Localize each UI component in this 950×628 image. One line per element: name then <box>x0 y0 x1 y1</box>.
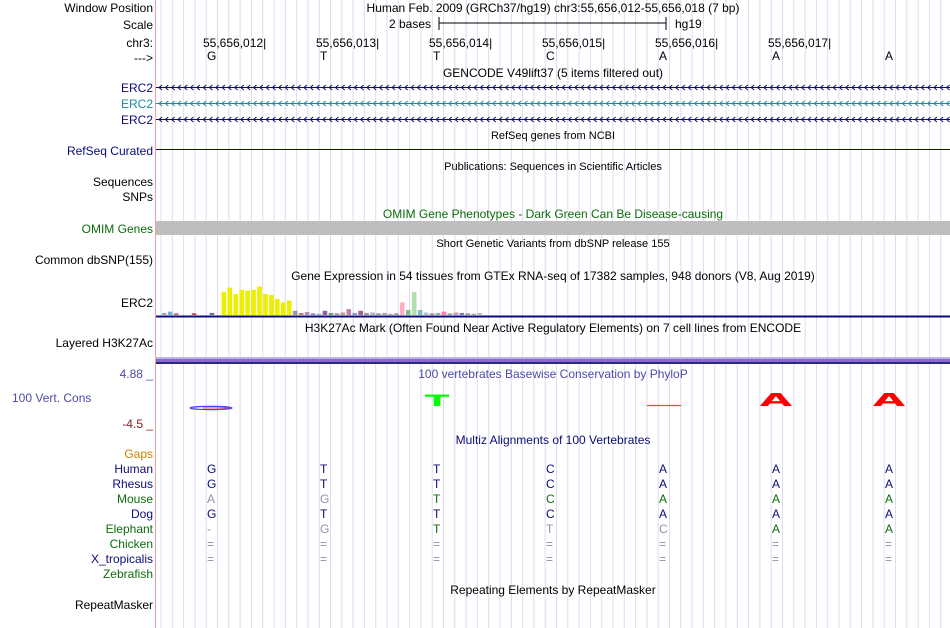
h3k27ac-layer-light <box>156 357 950 359</box>
common-dbsnp-label[interactable]: Common dbSNP(155) <box>34 253 153 267</box>
alignment-base: T <box>433 462 441 476</box>
chrom-position-text: 55,656,016 <box>655 36 716 50</box>
species-label-x-tropicalis[interactable]: X_tropicalis <box>90 552 153 566</box>
alignment-base: = <box>546 552 554 566</box>
gtex-tissue-bar <box>251 290 256 315</box>
gtex-tissue-bar <box>400 302 405 315</box>
chrom-label: chr3: <box>126 36 153 50</box>
phylop-min-label: -4.5 _ <box>122 417 153 431</box>
reference-base: G <box>207 49 217 63</box>
gtex-tissue-bar <box>424 312 429 315</box>
gtex-tissue-bar <box>275 299 280 315</box>
scale-label: Scale <box>122 18 153 32</box>
omim-phenotype-bar <box>156 221 950 235</box>
alignment-base: = <box>320 537 328 551</box>
alignment-base: A <box>885 462 894 476</box>
alignment-base: G <box>207 462 217 476</box>
gtex-tissue-bar <box>406 310 411 315</box>
species-label-human[interactable]: Human <box>114 462 153 476</box>
alignment-base: A <box>772 477 781 491</box>
alignment-base: A <box>659 462 668 476</box>
gtex-tissue-bar <box>471 314 476 315</box>
species-label-chicken[interactable]: Chicken <box>109 537 153 551</box>
chrom-position-text: 55,656,014 <box>429 36 490 50</box>
scale-bar-text: 2 bases <box>389 17 432 31</box>
gtex-tissue-bar <box>227 288 232 315</box>
species-label-dog[interactable]: Dog <box>130 507 153 521</box>
dbsnp-track-title[interactable]: Short Genetic Variants from dbSNP release 155 <box>436 238 670 250</box>
alignment-base: A <box>659 507 668 521</box>
phylop-max-label: 4.88 _ <box>119 367 153 381</box>
alignment-base: A <box>885 507 894 521</box>
scale-assembly-text: hg19 <box>675 17 702 31</box>
alignment-base: = <box>207 552 215 566</box>
alignment-base: = <box>885 537 893 551</box>
multiz-gaps-label[interactable]: Gaps <box>124 447 153 461</box>
phylop-base-glyph: A <box>759 389 793 411</box>
gtex-tissue-bar <box>210 313 215 315</box>
alignment-base: A <box>659 477 668 491</box>
gtex-tissue-bar <box>341 312 346 315</box>
alignment-base: A <box>772 492 781 506</box>
gtex-gene-label[interactable]: ERC2 <box>120 296 153 310</box>
alignment-base: A <box>885 477 894 491</box>
alignment-base: = <box>433 552 441 566</box>
alignment-base: = <box>772 537 780 551</box>
alignment-base: = <box>546 537 554 551</box>
gtex-tissue-bar <box>245 291 250 315</box>
gencode-item-label-3[interactable]: ERC2 <box>120 113 153 127</box>
gtex-tissue-bar <box>174 313 179 315</box>
gencode-item-label-2[interactable]: ERC2 <box>120 97 153 111</box>
alignment-base: = <box>659 552 667 566</box>
gtex-tissue-bar <box>168 312 173 315</box>
alignment-base: A <box>659 492 668 506</box>
gtex-tissue-bar <box>448 313 453 315</box>
chrom-position-text: 55,656,012 <box>203 36 264 50</box>
gencode-gene-lines <box>156 85 950 122</box>
gtex-tissue-bar <box>323 311 328 315</box>
gtex-tissue-bar <box>352 313 357 315</box>
gtex-tissue-bar <box>364 313 369 315</box>
gtex-tissue-bar <box>418 310 423 315</box>
alignment-base: A <box>772 462 781 476</box>
gtex-tissue-bar <box>233 294 238 315</box>
window-position-label: Window Position <box>64 1 153 15</box>
gtex-tissue-bar <box>263 294 268 315</box>
chrom-tick-mark: | <box>715 36 719 50</box>
phylop-track-label[interactable]: 100 Vert. Cons <box>12 391 92 405</box>
omim-track-title[interactable]: OMIM Gene Phenotypes - Dark Green Can Be Disease-causing <box>382 207 724 221</box>
gtex-tissue-bar <box>311 313 316 315</box>
gtex-tissue-bar <box>358 311 363 315</box>
alignment-base: C <box>659 522 668 536</box>
strand-arrow-label: ---> <box>134 51 153 65</box>
alignment-base: T <box>546 522 554 536</box>
chrom-tick-mark: | <box>828 36 832 50</box>
reference-base: C <box>546 49 555 63</box>
alignment-base: A <box>772 522 781 536</box>
gtex-tissue-bar <box>382 313 387 315</box>
alignment-base: C <box>546 462 555 476</box>
gtex-tissue-bar <box>222 292 227 315</box>
reference-base: T <box>433 49 441 63</box>
refseq-track-title[interactable]: RefSeq genes from NCBI <box>490 130 616 142</box>
gtex-tissue-bar <box>239 290 244 315</box>
alignment-base: T <box>320 507 328 521</box>
alignment-base: = <box>433 537 441 551</box>
reference-base: A <box>659 49 668 63</box>
gtex-tissue-bar <box>287 301 292 315</box>
gtex-tissue-bar <box>192 313 197 315</box>
publications-snps-label[interactable]: SNPs <box>122 190 153 204</box>
gtex-tissue-bar <box>269 295 274 315</box>
chrom-tick-mark: | <box>376 36 380 50</box>
gencode-track-title[interactable]: GENCODE V49lift37 (5 items filtered out) <box>442 66 664 80</box>
alignment-base: G <box>320 522 330 536</box>
alignment-base: = <box>320 552 328 566</box>
alignment-base: T <box>433 522 441 536</box>
alignment-base: T <box>320 477 328 491</box>
gtex-tissue-bar <box>335 313 340 315</box>
gtex-tissue-bar <box>346 309 351 315</box>
reference-base: A <box>772 49 781 63</box>
gtex-tissue-bar <box>394 313 399 315</box>
gtex-tissue-bar <box>376 313 381 315</box>
gtex-tissue-bar <box>442 312 447 315</box>
phylop-glyphs <box>190 390 905 411</box>
alignment-base: A <box>885 492 894 506</box>
chrom-tick-mark: | <box>263 36 267 50</box>
position-header-text: Human Feb. 2009 (GRCh37/hg19) chr3:55,656,012-55,656,018 (7 bp) <box>366 1 740 15</box>
species-label-rhesus[interactable]: Rhesus <box>112 477 153 491</box>
alignment-base: T <box>433 492 441 506</box>
alignment-base: G <box>207 507 217 521</box>
species-label-zebrafish[interactable]: Zebrafish <box>102 567 153 581</box>
multiz-track-title[interactable]: Multiz Alignments of 100 Vertebrates <box>455 433 651 447</box>
omim-genes-label[interactable]: OMIM Genes <box>81 222 153 236</box>
alignment-base: T <box>433 477 441 491</box>
chrom-tick-mark: | <box>602 36 606 50</box>
chrom-position-text: 55,656,017 <box>768 36 829 50</box>
gtex-tissue-bar <box>299 313 304 315</box>
alignment-base: G <box>320 492 330 506</box>
publications-sequences-label[interactable]: Sequences <box>92 175 153 189</box>
gtex-bars <box>162 286 482 315</box>
repeatmasker-track-title[interactable]: Repeating Elements by RepeatMasker <box>450 583 656 597</box>
layered-h3k27ac-label[interactable]: Layered H3K27Ac <box>55 336 153 350</box>
refseq-curated-label[interactable]: RefSeq Curated <box>66 144 153 158</box>
gtex-tissue-bar <box>329 313 334 315</box>
reference-base: A <box>885 49 894 63</box>
gtex-tissue-bar <box>412 292 417 315</box>
publications-track-title[interactable]: Publications: Sequences in Scientific Articles <box>444 161 662 173</box>
gtex-track-title[interactable]: Gene Expression in 54 tissues from GTEx RNA-seq of 17382 samples, 948 donors (V8, Aug 2019) <box>291 269 815 283</box>
alignment-base: A <box>772 507 781 521</box>
chrom-tick-mark: | <box>489 36 493 50</box>
alignment-base: C <box>546 492 555 506</box>
gtex-tissue-bar <box>257 286 262 315</box>
repeatmasker-label[interactable]: RepeatMasker <box>74 598 153 612</box>
alignment-base: A <box>885 522 894 536</box>
alignment-base: = <box>885 552 893 566</box>
phylop-base-glyph: T <box>424 391 450 411</box>
gtex-tissue-bar <box>317 314 322 315</box>
h3k27ac-track-title[interactable]: H3K27Ac Mark (Often Found Near Active Regulatory Elements) on 7 cell lines from ENCODE <box>304 321 802 335</box>
species-label-elephant[interactable]: Elephant <box>105 522 153 536</box>
alignment-base: A <box>207 492 216 506</box>
alignment-base: G <box>207 477 217 491</box>
alignment-base: C <box>546 507 555 521</box>
gtex-tissue-bar <box>454 312 459 315</box>
gtex-tissue-bar <box>305 312 310 315</box>
alignment-base: = <box>207 537 215 551</box>
h3k27ac-layer-dark <box>156 362 950 364</box>
chrom-position-text: 55,656,015 <box>542 36 603 50</box>
reference-base: T <box>320 49 328 63</box>
alignment-base: T <box>433 507 441 521</box>
h3k27ac-layer-purple <box>156 359 950 362</box>
phylop-track-title[interactable]: 100 vertebrates Basewise Conservation by PhyloP <box>418 367 688 381</box>
gtex-tissue-bar <box>388 314 393 315</box>
gencode-item-label-1[interactable]: ERC2 <box>120 81 153 95</box>
alignment-base: T <box>320 462 328 476</box>
gtex-tissue-bar <box>477 313 482 315</box>
alignment-base: - <box>207 522 211 536</box>
gtex-tissue-bar <box>370 312 375 315</box>
gtex-tissue-bar <box>293 311 298 315</box>
gtex-tissue-bar <box>436 313 441 315</box>
chrom-position-text: 55,656,013 <box>316 36 377 50</box>
alignment-base: = <box>772 552 780 566</box>
gtex-tissue-bar <box>460 313 465 315</box>
species-label-mouse[interactable]: Mouse <box>116 492 153 506</box>
gtex-tissue-bar <box>162 313 167 315</box>
gtex-tissue-bar <box>430 313 435 315</box>
phylop-base-glyph: A <box>872 389 906 411</box>
alignment-base: C <box>546 477 555 491</box>
alignment-base: = <box>659 537 667 551</box>
gtex-tissue-bar <box>281 302 286 315</box>
gtex-tissue-bar <box>465 313 470 315</box>
